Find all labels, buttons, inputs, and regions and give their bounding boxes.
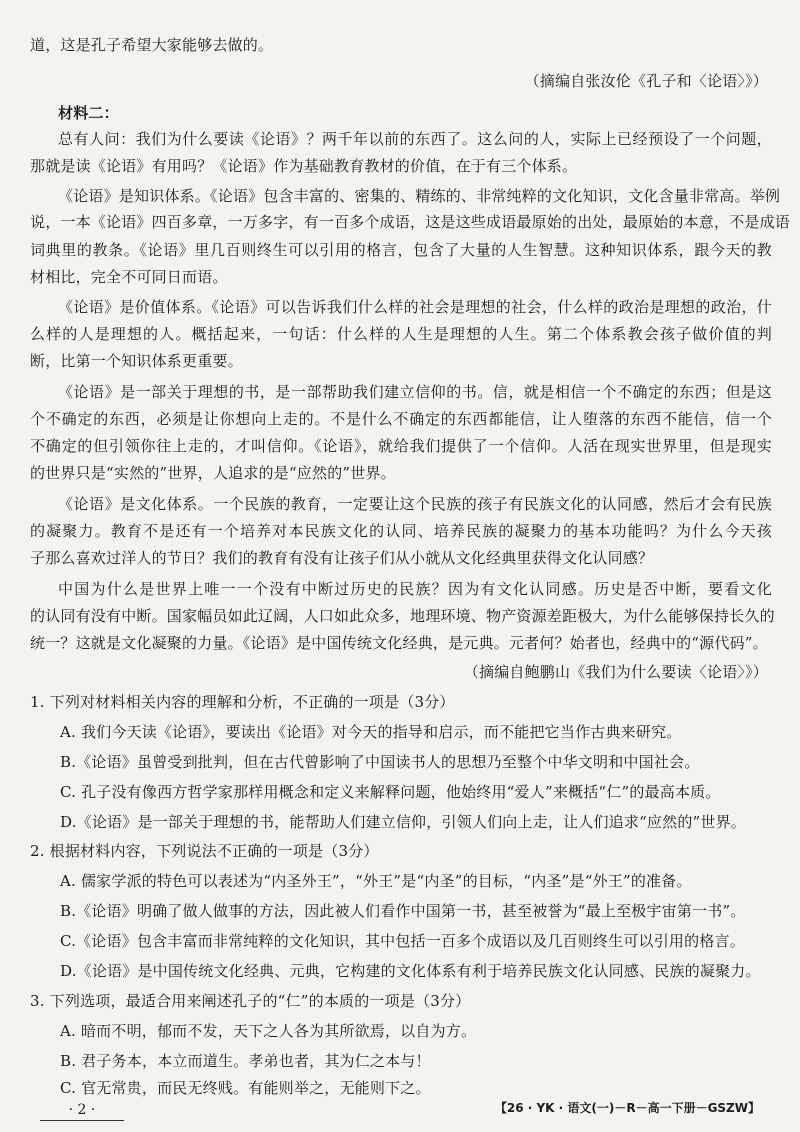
paragraph-line: 个不确定的东西，必须是让你想向上走的。不是什么不确定的东西都能信，让人堕落的东西不能信，信一个 <box>30 410 772 428</box>
paragraph-line: 的认同有没有中断。国家幅员如此辽阔，人口如此众多，地理环境、物产资源差距极大，为什么能够保持长久的 <box>30 607 775 625</box>
question-2-stem: 2. 根据材料内容，下列说法不正确的一项是（3分） <box>30 842 379 860</box>
paragraph-line: 那就是读《论语》有用吗？《论语》作为基础教育教材的价值，在于有三个体系。 <box>30 157 578 175</box>
paragraph-line: 总有人问：我们为什么要读《论语》？两千年以前的东西了。这么问的人，实际上已经预设了一个问题， <box>58 130 772 148</box>
page-number: · 2 · <box>40 1100 124 1121</box>
question-1-stem: 1. 下列对材料相关内容的理解和分析，不正确的一项是（3分） <box>30 693 455 711</box>
paragraph-line: 断，比第一个知识体系更重要。 <box>30 352 243 370</box>
question-2-option-b: B.《论语》明确了做人做事的方法，因此被人们看作中国第一书，甚至被誉为“最上至极宇宙第一书”。 <box>60 902 746 920</box>
question-1-option-d: D.《论语》是一部关于理想的书，能帮助人们建立信仰，引领人们向上走，让人们追求“应然的”世界。 <box>60 813 747 831</box>
paragraph-line: 词典里的教条。《论语》里几百则终生可以引用的格言，包含了大量的人生智慧。这种知识体系，跟今天的教 <box>30 241 772 259</box>
paragraph-line: 的凝聚力。教育不是还有一个培养对本民族文化的认同、培养民族的凝聚力的基本功能吗？为什么今天孩 <box>30 522 772 540</box>
question-2-option-d: D.《论语》是中国传统文化经典、元典，它构建的文化体系有利于培养民族文化认同感、民族的凝聚力。 <box>60 962 761 980</box>
paragraph-line: 不确定的但引领你往上走的，才叫信仰。《论语》，就给我们提供了一个信仰。人活在现实世界里，但是现实 <box>30 437 772 455</box>
paragraph-line: 么样的人是理想的人。概括起来，一句话：什么样的人生是理想的人生。第二个体系教会孩子做价值的判 <box>30 325 772 343</box>
paragraph-line: 说，一本《论语》四百多章，一万多字，有一百多个成语，这是这些成语最原始的出处，最原始的本意，不是成语 <box>30 213 791 231</box>
source-citation-2: （摘编自鲍鹏山《我们为什么要读〈论语〉》） <box>463 663 768 681</box>
paragraph-line: 子那么喜欢过洋人的节日？我们的教育有没有让孩子们从小就从文化经典里获得文化认同感？ <box>30 549 654 567</box>
question-1-option-a: A. 我们今天读《论语》，要读出《论语》对今天的指导和启示，而不能把它当作古典来研究。 <box>60 723 682 741</box>
question-2-option-c: C.《论语》包含丰富而非常纯粹的文化知识，其中包括一百多个成语以及几百则终生可以引用的格言。 <box>60 932 745 950</box>
paragraph-line: 《论语》是价值体系。《论语》可以告诉我们什么样的社会是理想的社会，什么样的政治是理想的政治，什 <box>58 298 772 316</box>
paragraph-line: 中国为什么是世界上唯一一个没有中断过历史的民族？因为有文化认同感。历史是否中断，要看文化 <box>58 580 772 598</box>
paragraph-line: 的世界只是“实然的”世界，人追求的是“应然的”世界。 <box>30 464 396 482</box>
question-3-stem: 3. 下列选项，最适合用来阐述孔子的“仁”的本质的一项是（3分） <box>30 992 471 1010</box>
question-1-option-c: C. 孔子没有像西方哲学家那样用概念和定义来解释问题，他始终用“爱人”来概括“仁”的最高本质。 <box>60 783 721 801</box>
paragraph-line: 《论语》是一部关于理想的书，是一部帮助我们建立信仰的书。信，就是相信一个不确定的东西；但是这 <box>58 383 772 401</box>
paragraph-line: 统一？这就是文化凝聚的力量。《论语》是中国传统文化经典，是元典。元者何？始者也，经典中的“源代码”。 <box>30 634 768 652</box>
question-1-option-b: B.《论语》虽曾受到批判，但在古代曾影响了中国读书人的思想乃至整个中华文明和中国社会。 <box>60 753 700 771</box>
material-2-heading: 材料二： <box>58 104 119 122</box>
source-citation-1: （摘编自张汝伦《孔子和〈论语〉》） <box>524 72 768 90</box>
paragraph-line: 《论语》是文化体系。一个民族的教育，一定要让这个民族的孩子有民族文化的认同感，然后才会有民族 <box>58 495 772 513</box>
paragraph-line: 材相比，完全不可同日而语。 <box>30 268 228 286</box>
question-3-option-a: A. 暗而不明，郁而不发，天下之人各为其所欲焉，以自为方。 <box>60 1022 477 1040</box>
question-2-option-a: A. 儒家学派的特色可以表述为“内圣外王”，“外王”是“内圣”的目标，“内圣”是“外王”的准备。 <box>60 872 692 890</box>
question-3-option-b: B. 君子务本，本立而道生。孝弟也者，其为仁之本与！ <box>60 1052 431 1070</box>
paragraph-line: 《论语》是知识体系。《论语》包含丰富的、密集的、精练的、非常纯粹的文化知识，文化含量非常高。举例 <box>58 187 781 205</box>
continuation-line: 道，这是孔子希望大家能够去做的。 <box>30 36 274 54</box>
exam-code: 【26 · YK · 语文(一)－R－高一下册－GSZW】 <box>494 1101 760 1115</box>
question-3-option-c: C. 官无常贵，而民无终贱。有能则举之，无能则下之。 <box>60 1079 431 1097</box>
